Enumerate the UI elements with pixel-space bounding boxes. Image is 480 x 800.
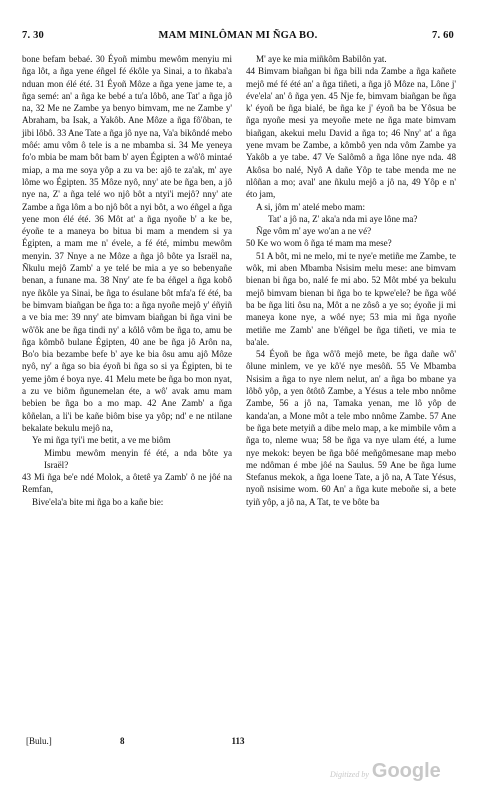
paragraph: Ye mi ñga tyi'i me betit, a ve me biôm	[32, 435, 171, 446]
page-number: 113	[231, 736, 245, 746]
chapter-verse-right: 7. 60	[432, 30, 454, 41]
paragraph: Bive'ela'a bite mi ñga bo a kañe bie:	[32, 496, 164, 507]
paragraph: Mimbu mewôm menyin fé été, a nda bôte ya Israël?	[44, 447, 232, 470]
paragraph: A si, jôm m' atelé mebo mam:	[256, 201, 365, 212]
right-column	[246, 53, 456, 508]
digitized-watermark	[330, 760, 441, 783]
paragraph: 51 A bôt, mi ne melo, mi te nye'e metiñe me Zambe, te wôk, mi aben Mbamba Nsisim melu mese: ane bimvam bienan bi ñga bo, nalé fe mi abo. 52 Môt mbé ya bekulu mejô bimvam bienan bi ñga bo te kpwe'ele? be ñga wôé ba be ñga liti ôsu na, Môt a ne zôsô a ye so; éyoñe ji mi maneya kone nye, a wôé nye; 53 mia mi ñga nyoñe metiñe me Zamb' ane b'éñgel be ñga tiñeti, ve mia te ba'ale.	[246, 250, 456, 347]
page-footer	[22, 736, 454, 750]
paragraph: Tat' a jô na, Z' aka'a nda mi aye lône ma?	[268, 213, 418, 224]
paragraph: 44 Bimvam biañgan bi ñga bili nda Zambe a ñga kañete mejô mé fé été an' a ñga tiñeti, a ñga jô Môze na, Lône j' éve'ela' an' ô ñga yen. 45 Nje fe, bimvam biañgan be ñga k' éyoñ be ñga bialé, be ñga ke j' éyoñ ba be Yôsua be ñga nyoñe mesi ya meyoñe mete ne ñga mate bimvam biañgan, akekui melu David a ñga to; 46 Nny' at' a ñga yene mvam be Zambe, a kômbô yen nda vôm Zambe ya Yakôb a ye tabe. 47 Ve Salômô a ñga lône nye nda. 48 Akôsa bo nalé, Nyô A dañe Yôp te tabe menda me ne nlôñan a mo; aval' ane ñkulu mejô a jô na, 49 Yôp e n' éto jam,	[246, 66, 456, 200]
chapter-verse-left: 7. 30	[22, 30, 44, 41]
paragraph: 50 Ke wo wom ô ñga té mam ma mese?	[246, 238, 392, 249]
watermark-caption: Digitized by	[330, 770, 369, 779]
paragraph: M' aye ke mia miñkôm Babilôn yat.	[256, 54, 387, 64]
paragraph: bone befam bebaé. 30 Éyoñ mimbu mewôm menyiu mi ñga lôt, a ñga yene éñgel fé ékôle ya Sinai, a to ñkaba'a nduan mon élé été. 31 Éyoñ Môze a ñga yene jame te, a ñga semé: an' a ñga ke bebé a tu'a lôbô, ane Tat' a ñga jô na, 32 Me ne Zambe ya benyo bimvam, me ne Zambe y' Abraham, ba Isak, a Yakôb. Ane Môze a ñga fô'ôban, te jibi lôbô. 33 Ane Tate a ñga jô nye na, Va'a bikôndé mebo môé: amu vôm ô tele is a ne mbamba si. 34 Me yeneya fo'o mbia be mam bôt bam b' ayen Égipten a wô'ô mintaé miap, a ma me soya yôp a zu va be: ajô te za'ak, m' aye lôme wo Égipten. 35 Môze nyô, nny' ate be ñga ben, a jô nye na, Z' a ñga telé wo njô bôt a ntyi'i mejô? nny' ate Zambe a ñga lôm a bo njô bôt a nyi bôt, a wo éñgel a ñga yene mon élé été. 36 Môt at' a ñga nyoñe b' a ke be, éyoñe te a maneya bo bitua bi mam a mendem si ya Égipten, a mam me n' évele, a fé été, mimbu mewôm menyin. 37 Nnye a ne Môze a ñga jô bôte ya Israël na, Ñkulu mejô Zamb' a ye telé be mia a ye so bebenyañe benan, a funane ma. 38 Nny' ate fe ba éñgel a ñga kobô nye ñkôle ya Sinai, be ñga to ésulane bôt mfa'a fé été, ba be bimvam biañgan be ñga to: a ñga nyoñe mejô y' éñyiñ a ve bia me: 39 nny' ate bimvam biañgan bi ñga vini be wô'ôk ane be ñga tindi ny' a kôlô vôm be ñga to, amu be ñga kômbô bulane Égipten, 40 ane be ñga jô Arôn na, Bo'o bia bezambe befe b' aye ke bia ôsu amu ajô Môze nyô, ny' a ñga so bia éyoñ bi ñga so si ya Égipten, bi te yeme jôm é boya nye. 41 Melu mete be ñga bo mon nyat, a zu ve biôm ñgunemelan éte, a wô' avak amu mam bebien be ñga bo a mo map. 42 Ane Zamb' a ñga kôñelan, a li'i be kañe biôm bise ya yôp; nd' e ne ntilane bekalate bekulu mejô na,	[22, 54, 232, 433]
running-header	[22, 30, 454, 44]
paragraph: Ñge vôm m' aye wo'an a ne vé?	[256, 226, 372, 237]
paragraph: 54 Éyoñ be ñga wô'ô mejô mete, be ñga dañe wô' ôlune minlem, ve ye kô'é nye mesôñ. 55 Ve Mbamba Nsisim a ñga to nye nlem nelut, an' a ñga bo mbane ya lôbô yôp, a yen ôtôtô Zambe, a Yésus a tele mbo nnôme Zambe, 56 a jô na, Tamaka yenan, me lô yôp de kanda'an, a Mone môt a tele mbo nnôme Zambe. 57 Ane be ñga bete metyiñ a dibe melo map, a ke mimbile vôm a ñga to, nleme wua; 58 be ñga va nye ulam été, a lume nye mekok: beyen be ñga bôé meñgômesane map mebo me ndôman é mbe jôé na Saulus. 59 Ane be ñga lume Stefanus mekok, a ñga loene Tate, a jô na, A Tate Yésus, nyoñ nsisime wom. 60 An' a ñga kute meboñe si, a bete tyiñ yôp, a jô na, A Tat, te ve bôte ba	[246, 349, 456, 507]
google-logo: Google	[371, 760, 441, 782]
left-column	[22, 53, 232, 508]
book-title: MAM MINLÔMAN MI ÑGA BO.	[158, 30, 318, 41]
language-mark: [Bulu.]	[26, 736, 52, 746]
signature-number: 8	[120, 736, 125, 746]
paragraph: 43 Mi ñga be'e ndé Molok, a ôtetê ya Zamb' ô ne jôé na Remfan,	[22, 472, 232, 495]
